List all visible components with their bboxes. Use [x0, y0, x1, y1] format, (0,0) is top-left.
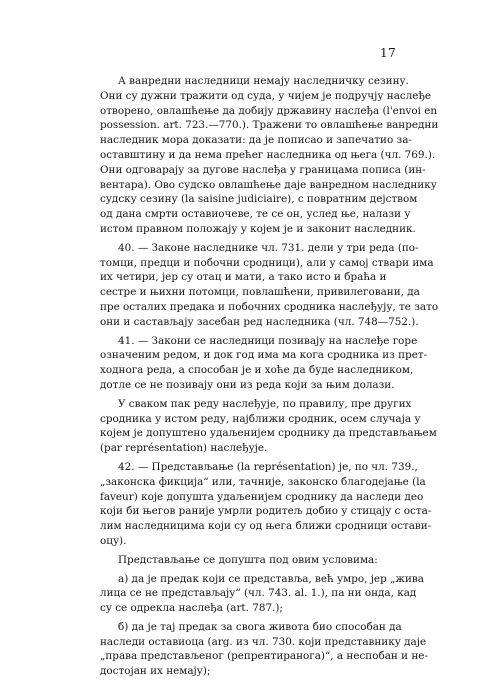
text-line: наследник мора доказати: да је пописао и запечатио за-: [100, 134, 412, 147]
text-line: possession. art. 723.—770.). Тражени то овлашћење ванредни: [100, 119, 439, 132]
text-line: а) да је предак који се представља, већ умро, јер „жива: [118, 572, 424, 585]
text-line: томци, предци и побочни сродници), али у самој ствари има: [100, 256, 434, 269]
text-line: они и састављају засебан ред наследника (чл. 748—752.).: [100, 315, 419, 328]
text-line: лим наследницима који су од њега ближи сродници остави-: [100, 520, 432, 533]
paragraph-condition-a: [100, 572, 424, 616]
text-line: истом правном положају у којем је и законит наследник.: [100, 222, 416, 235]
text-line: Они одговарају за дугове наслеђа у границама пописа (ин-: [100, 163, 426, 176]
text-line: пре осталих предака и побочних сродника наслеђују, те зато: [100, 300, 439, 313]
text-line: су се одрекла наслеђа (art. 787.);: [100, 602, 283, 615]
text-line: А ванредни наследници немају наследничку сезину.: [118, 75, 409, 87]
text-line: лица се не представљају“ (чл. 743. al. 1.), па ни онда, кад: [100, 587, 417, 600]
paragraph-section-41: [100, 334, 428, 393]
text-line: „законска фикција“ или, тачније, законско благодејање (la: [100, 475, 426, 488]
text-line: Представљање се допушта под овим условима:: [118, 553, 378, 566]
paragraph-section-42: [100, 460, 432, 549]
text-line: означеним редом, и док год има ма кога сродника из прет-: [100, 349, 428, 362]
text-line: У сваком пак реду наслеђује, по правилу, пре других: [118, 397, 412, 410]
paragraph-each-order: [100, 397, 437, 456]
text-line: наследи оставиоца (arg. из чл. 730. који представнику даје: [100, 635, 427, 648]
text-line: их четири, јер су отац и мати, а тако исто и браћа и: [100, 271, 387, 284]
text-line: оцу).: [100, 534, 127, 547]
text-line: вентара). Ово судско овлашћење даје ванредном наследнику: [100, 178, 437, 191]
paragraph-heirs-extraordinary: [100, 74, 439, 237]
paragraph-section-40: [100, 241, 439, 330]
page-number: 17: [380, 46, 397, 60]
text-line: ходнога реда, а способан је и хоће да буде наследником,: [100, 364, 414, 377]
paragraph-conditions-intro: [100, 553, 394, 568]
body-text: [100, 74, 439, 683]
text-line: Они су дужни тражити од суда, у чијем је подручју наслеђе: [100, 89, 432, 102]
text-line: дотле се не позивају они из реда који за њим долази.: [100, 378, 395, 391]
text-line: којем је допуштено удаљенијем сроднику да представљањем: [100, 427, 437, 440]
text-line: 40. — Законе наследнике чл. 731. дели у три реда (по-: [118, 241, 419, 254]
paragraph-condition-b: [100, 620, 428, 679]
text-line: од дана смрти оставиочеве, те се он, услед ње, налази у: [100, 208, 411, 221]
text-line: 42. — Представљање (la représentation) је, по чл. 739.,: [118, 460, 418, 473]
text-line: (par représentation) наслеђује.: [100, 442, 268, 455]
text-line: достојан их немају);: [100, 665, 211, 678]
text-line: судску сезину (la saisine judiciaire), с повратним дејством: [100, 193, 418, 206]
text-line: „права представљеног (репрентиранога)“, а неспобан и не-: [100, 650, 428, 663]
text-line: сродника у истом реду, најближи сродник, осем случаја у: [100, 412, 421, 425]
text-line: који би његов раније умрли родитељ добио у стицају с оста-: [100, 505, 432, 518]
text-line: 41. — Закони се наследници позивају на наслеђе горе: [118, 334, 418, 347]
text-line: faveur) које допушта удаљенијем сроднику да наследи део: [100, 490, 424, 503]
text-line: б) да је тај предак за свога живота био способан да: [118, 620, 402, 633]
text-line: сестре и њихни потомци, повлашћени, привилеговани, да: [100, 286, 420, 299]
text-line: отворено, овлашћење да добију државину наслеђа (l'envoi en: [100, 104, 438, 117]
text-line: оставштину и да нема прећег наследника од њега (чл. 769.).: [100, 148, 436, 161]
